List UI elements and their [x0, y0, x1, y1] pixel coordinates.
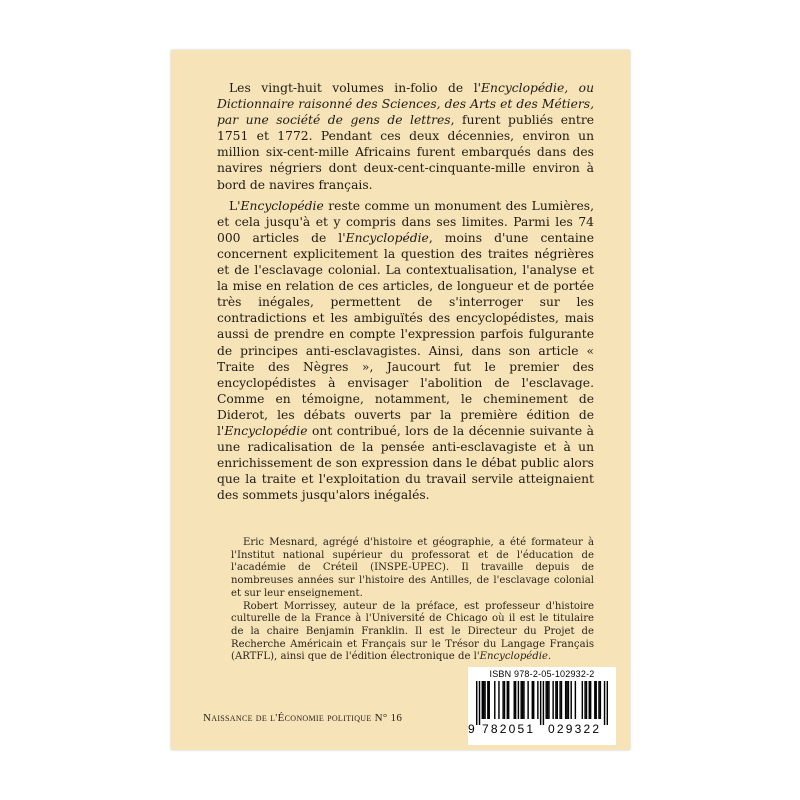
barcode-bar: [595, 681, 596, 719]
barcode-bar: [590, 681, 591, 719]
series-label: Naissance de l'Économie politique N° 16: [203, 712, 403, 724]
barcode-bar: [494, 681, 495, 719]
author-bio-mesnard: Eric Mesnard, agrégé d'histoire et géographie, a été formateur à l'Institut national supérieur du professorat et de l'éducation de l'académie de Créteil (INSPE-UPEC). Il travaille depuis de nombreuses années sur l'histoire des Antilles, de l'esclavage colonial et sur leur enseignement.: [231, 537, 594, 599]
barcode-bar: [547, 681, 548, 719]
barcode-bar: [522, 681, 523, 719]
barcode-bar: [532, 681, 533, 719]
barcode-bar: [589, 681, 590, 719]
barcode-bar: [594, 681, 595, 719]
barcode-bar: [482, 681, 483, 719]
barcode-bar: [545, 681, 546, 719]
barcode-bar: [484, 681, 485, 719]
barcode-bar: [518, 681, 519, 719]
barcode-bar: [508, 681, 509, 719]
book-back-cover: [171, 50, 630, 750]
barcode-bar: [559, 681, 560, 719]
barcode-bar: [584, 681, 585, 719]
barcode-bar: [561, 681, 562, 719]
barcode-bar: [598, 681, 599, 719]
barcode-bar: [537, 681, 538, 719]
barcode-bar: [552, 681, 553, 719]
barcode-digit-group-1: 782051: [482, 722, 536, 736]
barcode-bar: [502, 681, 503, 719]
barcode-bar: [586, 681, 587, 719]
barcode-bar: [489, 681, 490, 719]
barcode-bar: [479, 681, 480, 725]
barcode-bar: [527, 681, 528, 719]
barcode-bar: [600, 681, 601, 719]
barcode-bars: [476, 681, 608, 725]
barcode-bar: [548, 681, 549, 719]
barcode-first-digit: 9: [468, 722, 475, 736]
barcode-bar: [607, 681, 608, 725]
barcode-digit-group-2: 029322: [548, 722, 602, 736]
barcode-bar: [498, 681, 499, 719]
isbn-label: ISBN 978-2-05-102932-2: [489, 669, 595, 679]
barcode-bar: [604, 681, 605, 725]
blurb-paragraph-2: L'Encyclopédie reste comme un monument des Lumières, et cela jusqu'à et y compris dans ses limites. Parmi les 74 000 articles de l'Encyclopédie, moins d'une centaine concernent explicitement la question des traites négrières et de l'esclavage colonial. La contextualisation, l'analyse et la mise en relation de ces articles, de longueur et de portée très inégales, permettent de s'interroger sur les contradictions et les ambiguïtés des encyclopédistes, mais aussi de prendre en compte l'expression parfois fulgurante de principes anti-esclavagistes. Ainsi, dans son article « Traite des Nègres », Jaucourt fut le premier des encyclopédistes à envisager l'abolition de l'esclavage. Comme en témoigne, notamment, le cheminement de Diderot, les débats ouverts par la première édition de l'Encyclopédie ont contribué, lors de la décennie suivante à une radicalisation de la pensée anti-esclavagiste et à un enrichissement de son expression dans le débat public alors que la traite et l'exploitation du travail servile atteignaient des sommets jusqu'alors inégalés.: [217, 198, 594, 503]
barcode-bar: [504, 681, 505, 719]
barcode-bar: [568, 681, 569, 719]
barcode-bar: [570, 681, 571, 719]
barcode-bar: [540, 681, 541, 725]
barcode-bar: [582, 681, 583, 719]
barcode-bar: [515, 681, 516, 719]
barcode-bar: [523, 681, 524, 719]
barcode-bar: [557, 681, 558, 719]
barcode-bar: [543, 681, 544, 725]
barcode-bar: [575, 681, 576, 719]
barcode-bar: [555, 681, 556, 719]
author-bio-morrissey: Robert Morrissey, auteur de la préface, est professeur d'histoire culturelle de la France à l'Université de Chicago où il est le titulaire de la chaire Benjamin Franklin. Il est le Directeur du Projet de Recherche Américain et Français sur le Trésor du Langage Français (ARTFL), ainsi que de l'édition électronique de l'Encyclopédie.: [231, 600, 594, 663]
barcode-bar: [566, 681, 567, 719]
isbn-barcode: [468, 667, 616, 745]
barcode-bar: [514, 681, 515, 719]
blurb-text: [217, 80, 594, 508]
barcode-bar: [476, 681, 477, 725]
barcode-bar: [533, 681, 534, 719]
blurb-paragraph-1: Les vingt-huit volumes in-folio de l'Encyclopédie, ou Dictionnaire raisonné des Sciences, des Arts et des Métiers, par une société de gens de lettres, furent publiés entre 1751 et 1772. Pendant ces deux décennies, environ un million six-cent-mille Africains furent embarqués dans des navires négriers dont deux-cent-cinquante-mille environ à bord de navires français.: [217, 81, 594, 192]
barcode-bar: [565, 681, 566, 719]
barcode-bar: [487, 681, 488, 719]
barcode-bar: [507, 681, 508, 719]
barcode-bar: [483, 681, 484, 719]
barcode-bar: [520, 681, 521, 719]
author-bios: [231, 537, 594, 664]
